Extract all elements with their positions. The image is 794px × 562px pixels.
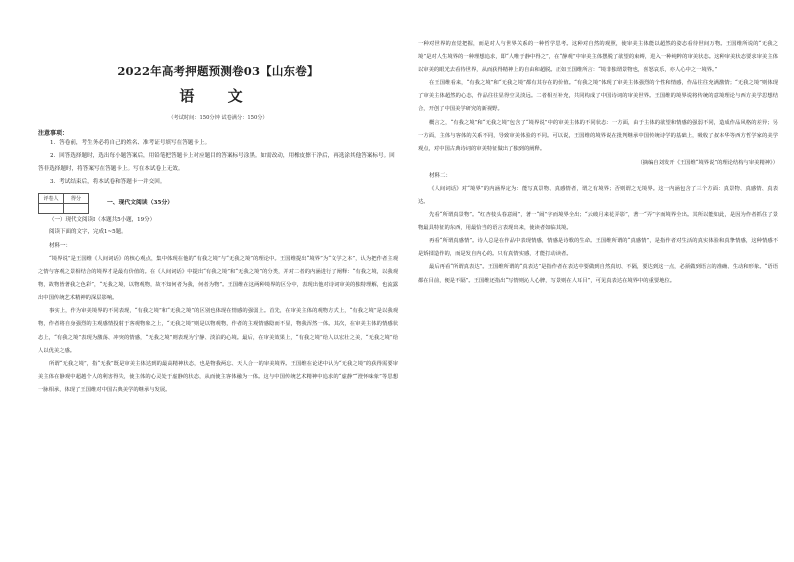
passage-paragraph: 所谓“无我之境”，指“无我”既是审美主体达到的最高精神状态，也是物我两忘、天人合一的审美境界。王国维在论述中认为“无我之境”的获得需要审美主体在静观中超越个人的利害得失，使主体的心灵处于虚静的状态，从而使主客体融为一体。这与中国传统艺术精神中追求的“虚静”“澄怀味象”等思想一脉相承，体现了王国维对中国古典美学的继承与发展。 bbox=[38, 360, 398, 393]
left-column bbox=[38, 40, 398, 555]
notice-item: 2．回答选择题时，选出每小题答案后，用铅笔把答题卡上对应题目的答案标号涂黑。如需改动，用橡皮擦干净后，再选涂其他答案标号。回答非选择题时，将答案写在答题卡上。写在本试卷上无效。 bbox=[38, 153, 395, 172]
score-table-score: 得分 bbox=[64, 194, 89, 204]
material-1-label: 材料一： bbox=[49, 243, 72, 249]
passage-paragraph: 再看“所谓真感情”。诗人总是在作品中表现情感，情感是诗歌的生命。王国维所谓的“真感情”，是指作者对生活的真实体验和真挚情感，这种情感不是矫揉造作的，而是发自内心的。只有真情实感，才能打动读者。 bbox=[418, 238, 778, 258]
score-table-grader: 评卷人 bbox=[39, 194, 64, 204]
score-table-cell bbox=[39, 204, 64, 214]
exam-meta: （考试时间：150分钟 试卷满分：150分） bbox=[168, 115, 268, 121]
subject-title: 语 文 bbox=[179, 87, 257, 105]
right-column bbox=[418, 38, 778, 558]
score-table-cell bbox=[64, 204, 89, 214]
passage-paragraph: 在王国维看来，“有我之境”和“无我之境”都有其存在的价值。“有我之境”体现了审美主体强烈的个性和情感，作品往往充满激情；“无我之境”则体现了审美主体超然的心态，作品往往显得空灵淡远。二者相互补充，共同构成了中国诗词的审美世界。王国维的境界说将传统的意境理论与西方美学思想结合，开创了中国美学研究的新视野。 bbox=[418, 80, 778, 113]
section-heading: 一、现代文阅读（35分） bbox=[107, 200, 174, 206]
score-area bbox=[38, 193, 398, 214]
passage-paragraph: 先看“所谓真景物”。“红杏枝头春意闹”，著一“闹”字而境界全出；“云破月来花弄影”，著一“弄”字而境界全出。其所以能如此，是因为作者抓住了景物最具特征的东西，用最恰当的语言表现出来，使读者如临其境。 bbox=[418, 212, 778, 232]
subsection-heading: （一）现代文阅读Ⅰ（本题共5小题，19分） bbox=[49, 217, 156, 223]
material-2-label: 材料二： bbox=[429, 172, 452, 179]
passage-paragraph: 一种对世界的直觉把握，而是对人与世界关系的一种哲学思考。这种对自然的观照，使审美主体能以超然的姿态看待世间万物。王国维所说的“无我之境”是对人生境界的一种理想追求，即“人唯于静中得之”，在“静观”中审美主体摆脱了欲望的束缚，进入一种纯粹的审美状态。这种审美状态要求审美主体以审美的眼光去看待世界，从而获得精神上的自由和超脱。正如王国维所言：“境非独谓景物也，喜怒哀乐，亦人心中之一境界。” bbox=[418, 41, 778, 74]
passage-paragraph: 最后再看“所谓真表达”。王国维所谓的“真表达”是指作者在表达中要做到自然真切、不隔，要达到这一点，必须做到语言的准确、生动和形象。“语语都在目前，便是不隔”。王国维还指出“写情则沁人心脾，写景则在人耳目”，可见真表达在境界中的重要地位。 bbox=[418, 264, 778, 284]
exam-title: 2022年高考押题预测卷03【山东卷】 bbox=[117, 64, 319, 78]
notice-heading: 注意事项： bbox=[38, 130, 69, 137]
notice-item: 1．答卷前，考生务必将自己的姓名、准考证号填写在答题卡上。 bbox=[50, 140, 211, 146]
score-table bbox=[38, 193, 89, 214]
passage-paragraph: 概言之，“有我之境”和“无我之境”包含了“境界说”中的审美主体的不同状态：一方面，由于主体的欲望和情感的强弱不同，造成作品风格的差异；另一方面，主体与客体的关系不同，导致审美体验的不同。可以说，王国维的境界说在批判继承中国传统诗学的基础上，吸收了叔本华等西方哲学家的美学观点，对中国古典诗词的审美特征做出了独到的阐释。 bbox=[418, 119, 778, 152]
passage-paragraph: “境界说”是王国维《人间词话》的核心观点，集中体现在他的“有我之境”与“无我之境”的理论中。王国维提出“境界”为“文学之本”，认为把作者主观之情与客观之景相结合的境界才是最有价值的。在《人间词话》中提出“有我之境”和“无我之境”的分类，并对二者的内涵进行了阐释：“有我之境，以我观物，故物皆著我之色彩”，“无我之境，以物观物，故不知何者为我，何者为物”。王国维在这两种境界的区分中，表现出他对诗词审美的独特理解，也流露出中国传统艺术精神的深层影响。 bbox=[38, 256, 398, 302]
instruction-text: 阅读下面的文字，完成1~5题。 bbox=[49, 229, 127, 235]
passage-paragraph: 《人间词话》对“境界”的内涵界定为：能写真景物、真感情者，谓之有境界；否则谓之无境界。这一内涵包含了三个方面：真景物、真感情、真表达。 bbox=[418, 185, 778, 205]
source-citation: （摘编自刘发开《王国维“境界说”的理论结构与审美精神》） bbox=[637, 159, 778, 166]
notice-item: 3．考试结束后，将本试卷和答题卡一并交回。 bbox=[50, 179, 166, 185]
passage-paragraph: 事实上，作为审美境界的不同表现，“有我之境”和“无我之境”的区别也体现在情感的强弱上。首先，在审美主体的观物方式上，“有我之境”是以我观物，作者将自身强烈的主观感情投射于客观物象之上，“无我之境”则是以物观物，作者的主观情感隐而不显，物我浑然一体。其次，在审美主体的情感状态上，“有我之境”表现为激荡、冲突的情感，“无我之境”则表现为宁静、淡泊的心境。最后，在审美效果上，“有我之境”给人以宏壮之美，“无我之境”给人以优美之感。 bbox=[38, 308, 398, 354]
